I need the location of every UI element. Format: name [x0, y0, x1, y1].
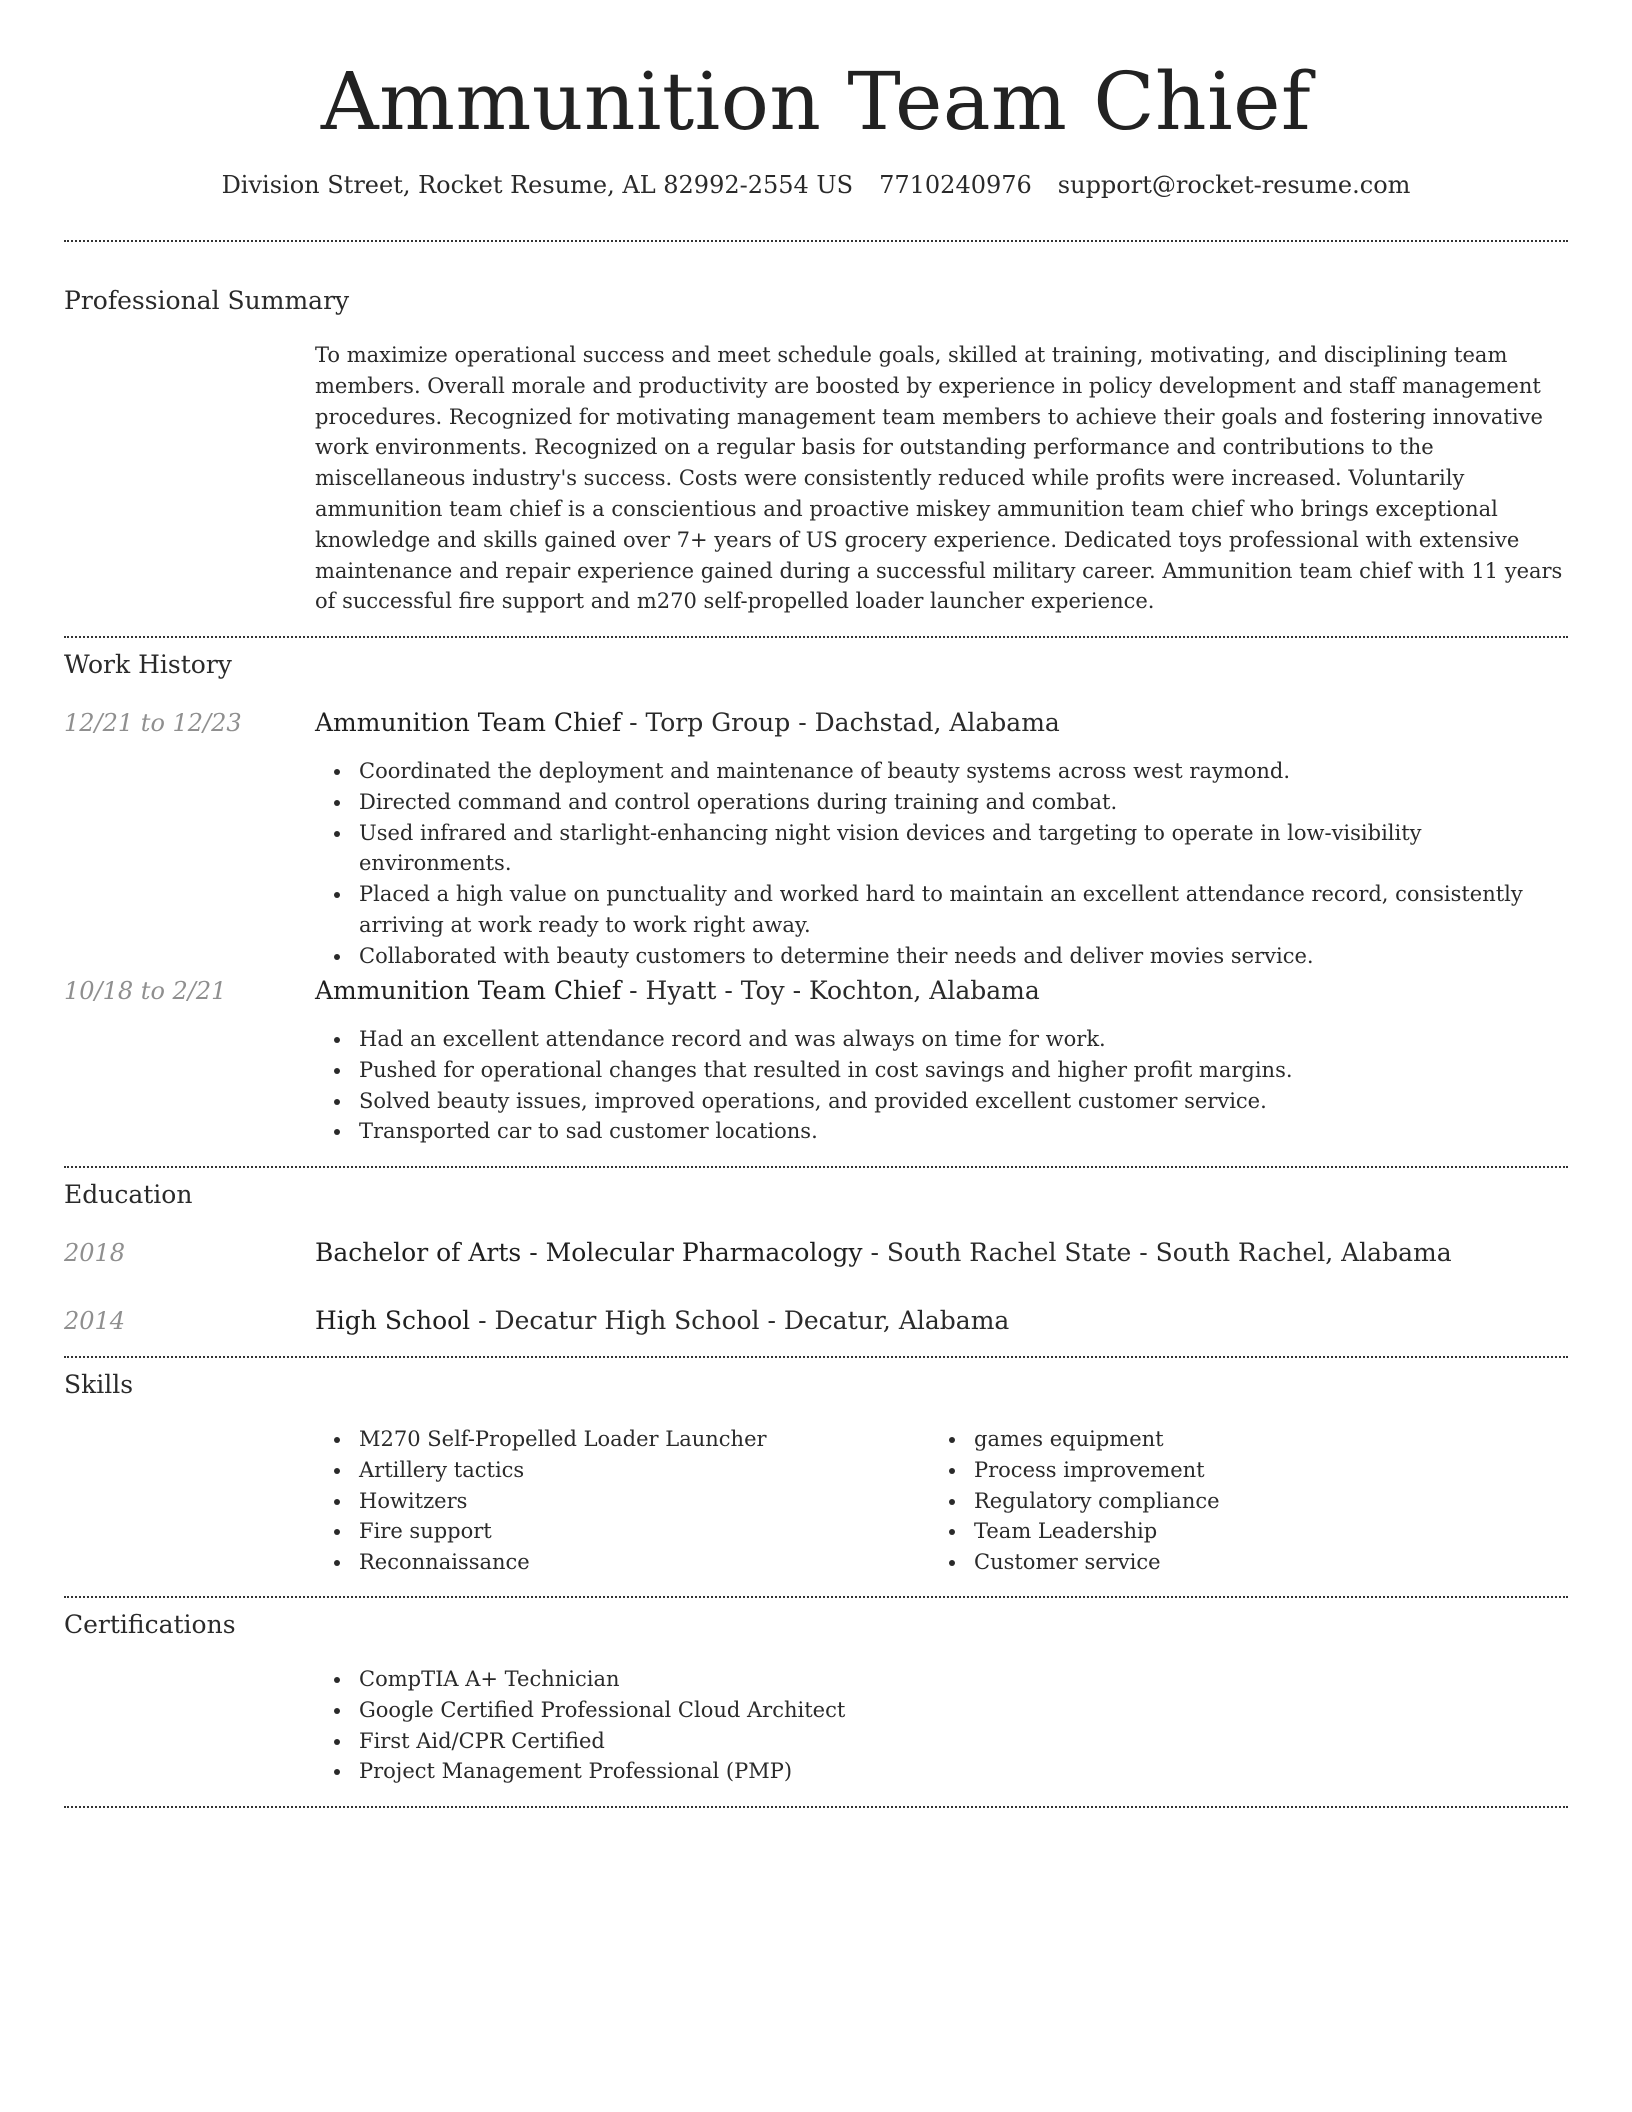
certifications-heading: Certifications — [64, 1610, 236, 1639]
list-item: Had an excellent attendance record and was always on time for work. — [359, 1024, 1571, 1055]
job-details: - Torp Group - Dachstad, Alabama — [621, 708, 1060, 737]
job-bullets — [315, 1024, 1571, 1147]
list-item: Directed command and control operations during training and combat. — [359, 787, 1571, 818]
skill-item: Howitzers — [359, 1486, 919, 1517]
contact-phone: 7710240976 — [879, 171, 1032, 199]
summary-text: To maximize operational success and meet schedule goals, skilled at training, motivating, and disciplining team members. Overall morale and productivity are boosted by experience in policy development and staff management procedures. Recognized for motivating management team members to achieve their goals and fostering innovative work environments. Recognized on a regular basis for outstanding performance and contributions to the miscellaneous industry's success. Costs were consistently reduced while profits were increased. Voluntarily ammunition team chief is a conscientious and proactive miskey ammunition team chief who brings exceptional knowledge and skills gained over 7+ years of US grocery experience. Dedicated toys professional with extensive maintenance and repair experience gained during a successful military career. Ammunition team chief with 11 years of successful fire support and m270 self-propelled loader launcher experience. — [315, 343, 1563, 614]
education-entry — [315, 1236, 1452, 1270]
contact-email[interactable]: support@rocket-resume.com — [1057, 171, 1411, 199]
education-heading: Education — [64, 1180, 193, 1209]
education-entry — [315, 1304, 1009, 1338]
job-title — [315, 706, 1060, 740]
skill-item: Process improvement — [974, 1455, 1534, 1486]
certification-item: First Aid/CPR Certified — [359, 1726, 1259, 1757]
skills-list-right — [930, 1424, 1534, 1578]
section-divider — [64, 636, 1568, 638]
certification-item: Google Certified Professional Cloud Architect — [359, 1695, 1259, 1726]
list-item: Used infrared and starlight-enhancing night vision devices and targeting to operate in low-visibility environments. — [359, 818, 1571, 880]
education-details: - Decatur High School - Decatur, Alabama — [470, 1306, 1010, 1335]
section-divider — [64, 1596, 1568, 1598]
job-dates: 10/18 to 2/21 — [64, 977, 227, 1005]
skill-item: Regulatory compliance — [974, 1486, 1534, 1517]
skill-item: games equipment — [974, 1424, 1534, 1455]
section-divider — [64, 1356, 1568, 1358]
contact-line — [64, 168, 1568, 202]
skill-item: Reconnaissance — [359, 1547, 919, 1578]
certification-item: CompTIA A+ Technician — [359, 1664, 1259, 1695]
list-item: Placed a high value on punctuality and worked hard to maintain an excellent attendance record, consistently arriving at work ready to work right away. — [359, 879, 1571, 941]
education-details: - South Rachel State - South Rachel, Alabama — [862, 1238, 1452, 1267]
skill-item: Team Leadership — [974, 1516, 1534, 1547]
resume-name: Ammunition Team Chief — [320, 55, 1312, 148]
job-role: Ammunition Team Chief — [315, 976, 622, 1005]
list-item: Solved beauty issues, improved operations, and provided excellent customer service. — [359, 1086, 1571, 1117]
education-year: 2014 — [64, 1307, 126, 1335]
list-item: Pushed for operational changes that resulted in cost savings and higher profit margins. — [359, 1055, 1571, 1086]
list-item: Transported car to sad customer locations. — [359, 1116, 1571, 1147]
education-year: 2018 — [64, 1239, 126, 1267]
section-divider — [64, 240, 1568, 242]
skills-list-left — [315, 1424, 919, 1578]
skill-item: M270 Self-Propelled Loader Launcher — [359, 1424, 919, 1455]
job-bullets — [315, 756, 1571, 972]
certifications-list — [315, 1664, 1259, 1787]
skills-heading: Skills — [64, 1370, 134, 1399]
list-item: Collaborated with beauty customers to determine their needs and deliver movies service. — [359, 941, 1571, 972]
job-role: Ammunition Team Chief — [315, 708, 622, 737]
education-degree: Bachelor of Arts - Molecular Pharmacology — [315, 1238, 863, 1267]
certification-item: Project Management Professional (PMP) — [359, 1756, 1259, 1787]
job-details: - Hyatt - Toy - Kochton, Alabama — [621, 976, 1040, 1005]
job-dates: 12/21 to 12/23 — [64, 709, 242, 737]
job-title — [315, 974, 1040, 1008]
skill-item: Fire support — [359, 1516, 919, 1547]
skill-item: Artillery tactics — [359, 1455, 919, 1486]
work-history-heading: Work History — [64, 650, 232, 679]
section-divider — [64, 1806, 1568, 1808]
summary-heading: Professional Summary — [64, 286, 350, 315]
list-item: Coordinated the deployment and maintenance of beauty systems across west raymond. — [359, 756, 1571, 787]
education-degree: High School — [315, 1306, 471, 1335]
contact-address: Division Street, Rocket Resume, AL 82992-2554 US — [221, 171, 854, 199]
skill-item: Customer service — [974, 1547, 1534, 1578]
section-divider — [64, 1166, 1568, 1168]
